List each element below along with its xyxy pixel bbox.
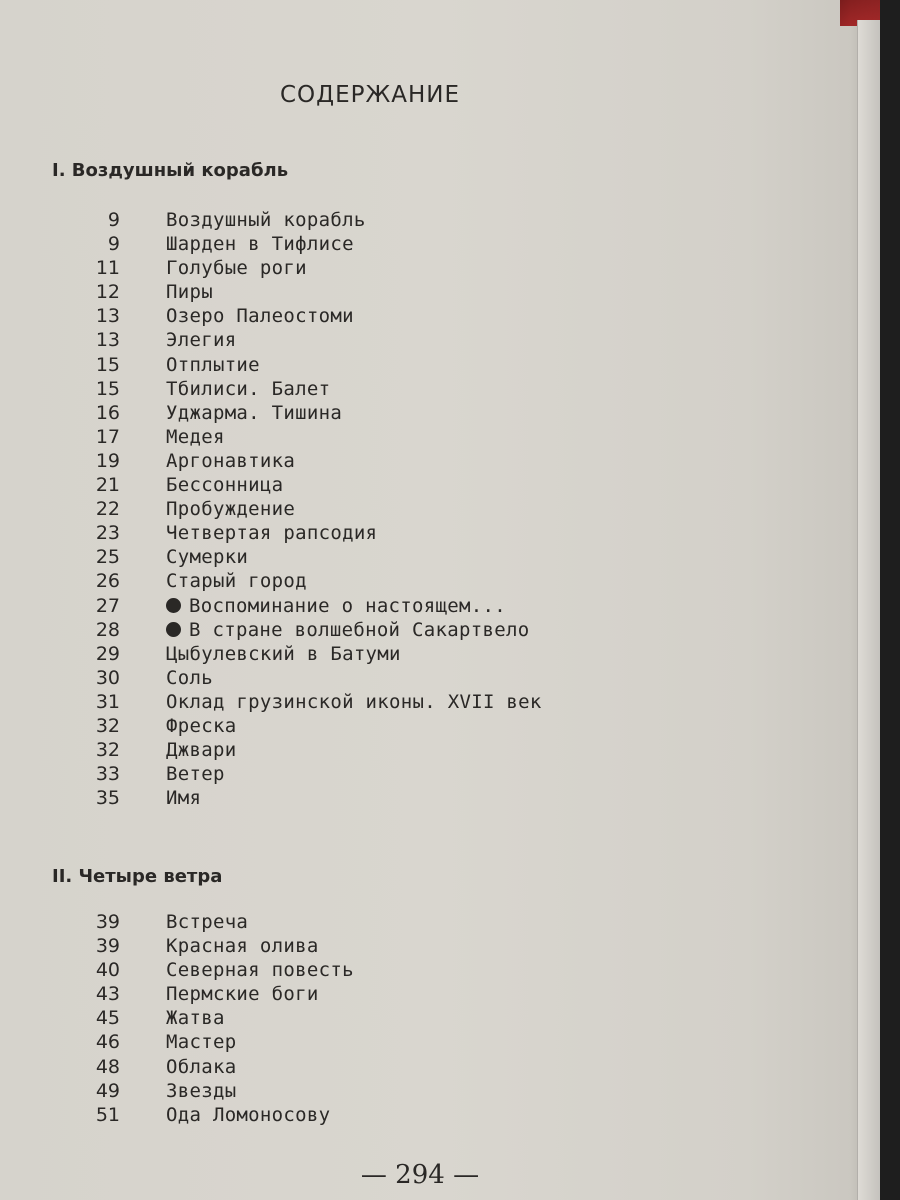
toc-page-number: 23 [95,522,120,545]
toc-entry-title [166,738,236,762]
toc-entry [0,1079,860,1103]
toc-entry-title-text: Облака [166,1055,237,1078]
toc-entry-title-text: Уджарма. Тишина [166,401,343,424]
toc-entry-title-text: Имя [166,787,202,810]
toc-entry [0,1006,860,1030]
toc-entry-title-text: Пиры [166,281,213,304]
toc-entry-title-text: Четвертая рапсодия [166,522,378,545]
toc-entry [0,786,860,810]
toc-page-number: 39 [95,911,120,933]
toc-entry [0,208,860,232]
toc-entry-title [166,1030,236,1054]
toc-entry-title-text: Отплытие [166,353,260,376]
toc-entry-title-text: Озеро Палеостоми [166,305,354,328]
toc-page-number: 12 [95,281,120,304]
toc-entry [0,982,860,1006]
toc-entry [0,425,860,449]
toc-entry [0,569,860,593]
toc-entry [0,714,860,738]
toc-page-number: 9 [107,209,120,231]
toc-entry [0,618,860,642]
toc-entry-title [166,1055,236,1079]
toc-entry-title [166,982,319,1006]
toc-entry-title [166,328,236,352]
toc-entry-title [166,666,213,690]
toc-entry-title [166,232,354,256]
toc-entry [0,473,860,497]
toc-entry-title-text: Сумерки [166,546,249,569]
toc-entry-title-text: Встреча [166,911,249,933]
toc-page-number: 19 [95,449,120,472]
toc-entry-title-text: Медея [166,425,225,448]
toc-entry [0,449,860,473]
toc-entry [0,497,860,521]
toc-entry-title [166,473,283,497]
contents-heading: СОДЕРЖАНИЕ [279,82,461,108]
toc-entry-title-text: Северная повесть [166,959,354,982]
toc-entry-title [166,1006,225,1030]
toc-page-number: 16 [95,401,120,424]
toc-entry [0,280,860,304]
toc-entry-title-text: Тбилиси. Балет [166,377,331,400]
toc-entry-title [166,353,260,377]
toc-entry-title [166,545,248,569]
toc-page-number: 35 [95,787,120,810]
toc-entry [0,521,860,545]
toc-page-number: 29 [95,642,120,665]
toc-page-number: 30 [95,666,120,689]
section-1-entries [0,208,860,810]
toc-entry-title [166,786,201,810]
toc-entry-title [166,1103,330,1127]
toc-page-number: 31 [95,690,120,713]
toc-entry-title [166,714,236,738]
toc-entry [0,377,860,401]
toc-entry-title-text: В стране волшебной Сакартвело [189,618,530,641]
toc-entry-title-text: Фреска [166,714,237,737]
toc-entry-title-text: Звезды [166,1079,237,1102]
section-title-2: II. Четыре ветра [52,866,223,887]
toc-entry-title [166,304,354,328]
toc-entry [0,738,860,762]
toc-page-number: 48 [95,1055,120,1078]
toc-page-number: 22 [95,498,120,521]
toc-entry [0,934,860,958]
toc-page-number: 21 [95,474,120,497]
section-2-entries [0,910,860,1127]
toc-page-number: 28 [95,618,120,641]
toc-page-number: 32 [95,714,120,737]
toc-entry-title-text: Соль [166,666,213,689]
toc-entry [0,690,860,714]
page-number: — 294 — [360,1160,480,1190]
toc-entry-title [166,1079,236,1103]
toc-entry [0,401,860,425]
toc-page-number: 11 [95,257,120,280]
toc-page-number: 17 [95,425,120,448]
toc-entry-title-text: Цыбулевский в Батуми [166,642,401,665]
toc-entry-title [166,401,342,425]
toc-page-number: 27 [95,594,120,617]
toc-entry-title [166,377,330,401]
toc-page-number: 45 [95,1007,120,1030]
toc-entry-title [166,497,295,521]
toc-entry-title [166,618,529,642]
toc-page-number: 13 [95,329,120,352]
toc-entry-title-text: Джвари [166,739,237,762]
toc-page-number: 15 [95,353,120,376]
toc-entry [0,232,860,256]
toc-entry-title [166,934,319,958]
toc-entry [0,1030,860,1054]
toc-entry-title-text: Мастер [166,1031,237,1054]
toc-page-number: 26 [95,570,120,593]
toc-entry-title [166,762,225,786]
toc-page-number: 39 [95,935,120,958]
toc-page-number: 43 [95,983,120,1006]
toc-page-number: 46 [95,1031,120,1054]
toc-entry-title [166,280,213,304]
toc-entry [0,1103,860,1127]
toc-page-number: 15 [95,377,120,400]
toc-entry-title-text: Воздушный корабль [166,209,366,231]
toc-page-number: 51 [95,1103,120,1126]
toc-page-number: 13 [95,305,120,328]
toc-entry [0,594,860,618]
toc-entry-title-text: Бессонница [166,474,284,497]
toc-entry-title [166,594,506,618]
toc-entry-title-text: Пробуждение [166,498,296,521]
toc-page-number: 40 [95,959,120,982]
toc-page-number: 9 [107,233,120,256]
toc-entry [0,256,860,280]
toc-entry [0,304,860,328]
toc-entry-title-text: Пермские боги [166,983,319,1006]
toc-entry-title [166,910,248,934]
toc-entry-title-text: Шарден в Тифлисе [166,233,354,256]
toc-entry [0,666,860,690]
toc-entry-title-text: Аргонавтика [166,449,296,472]
toc-entry-title [166,958,354,982]
toc-entry-title-text: Голубые роги [166,257,307,280]
toc-entry-title-text: Воспоминание о настоящем... [189,594,506,617]
toc-entry [0,642,860,666]
toc-entry [0,910,860,934]
toc-entry [0,1055,860,1079]
section-title-1: I. Воздушный корабль [52,160,289,181]
toc-entry-title-text: Жатва [166,1007,225,1030]
bullet-icon [166,598,181,613]
toc-entry [0,545,860,569]
toc-entry-title-text: Оклад грузинской иконы. XVII век [166,690,542,713]
toc-page-number: 25 [95,546,120,569]
toc-entry [0,328,860,352]
toc-entry-title [166,256,307,280]
toc-entry-title [166,425,225,449]
toc-entry-title-text: Ветер [166,763,225,786]
toc-entry-title [166,642,401,666]
toc-entry-title-text: Элегия [166,329,237,352]
toc-entry-title [166,690,542,714]
toc-entry-title [166,208,366,232]
bullet-icon [166,622,181,637]
toc-entry-title-text: Красная олива [166,935,319,958]
toc-page-number: 49 [95,1079,120,1102]
toc-entry-title [166,449,295,473]
toc-entry-title [166,569,307,593]
toc-entry [0,958,860,982]
toc-entry-title-text: Ода Ломоносову [166,1103,331,1126]
toc-page-number: 33 [95,763,120,786]
toc-entry [0,762,860,786]
toc-page-number: 32 [95,739,120,762]
toc-entry-title [166,521,377,545]
toc-entry [0,353,860,377]
toc-entry-title-text: Старый город [166,570,307,593]
